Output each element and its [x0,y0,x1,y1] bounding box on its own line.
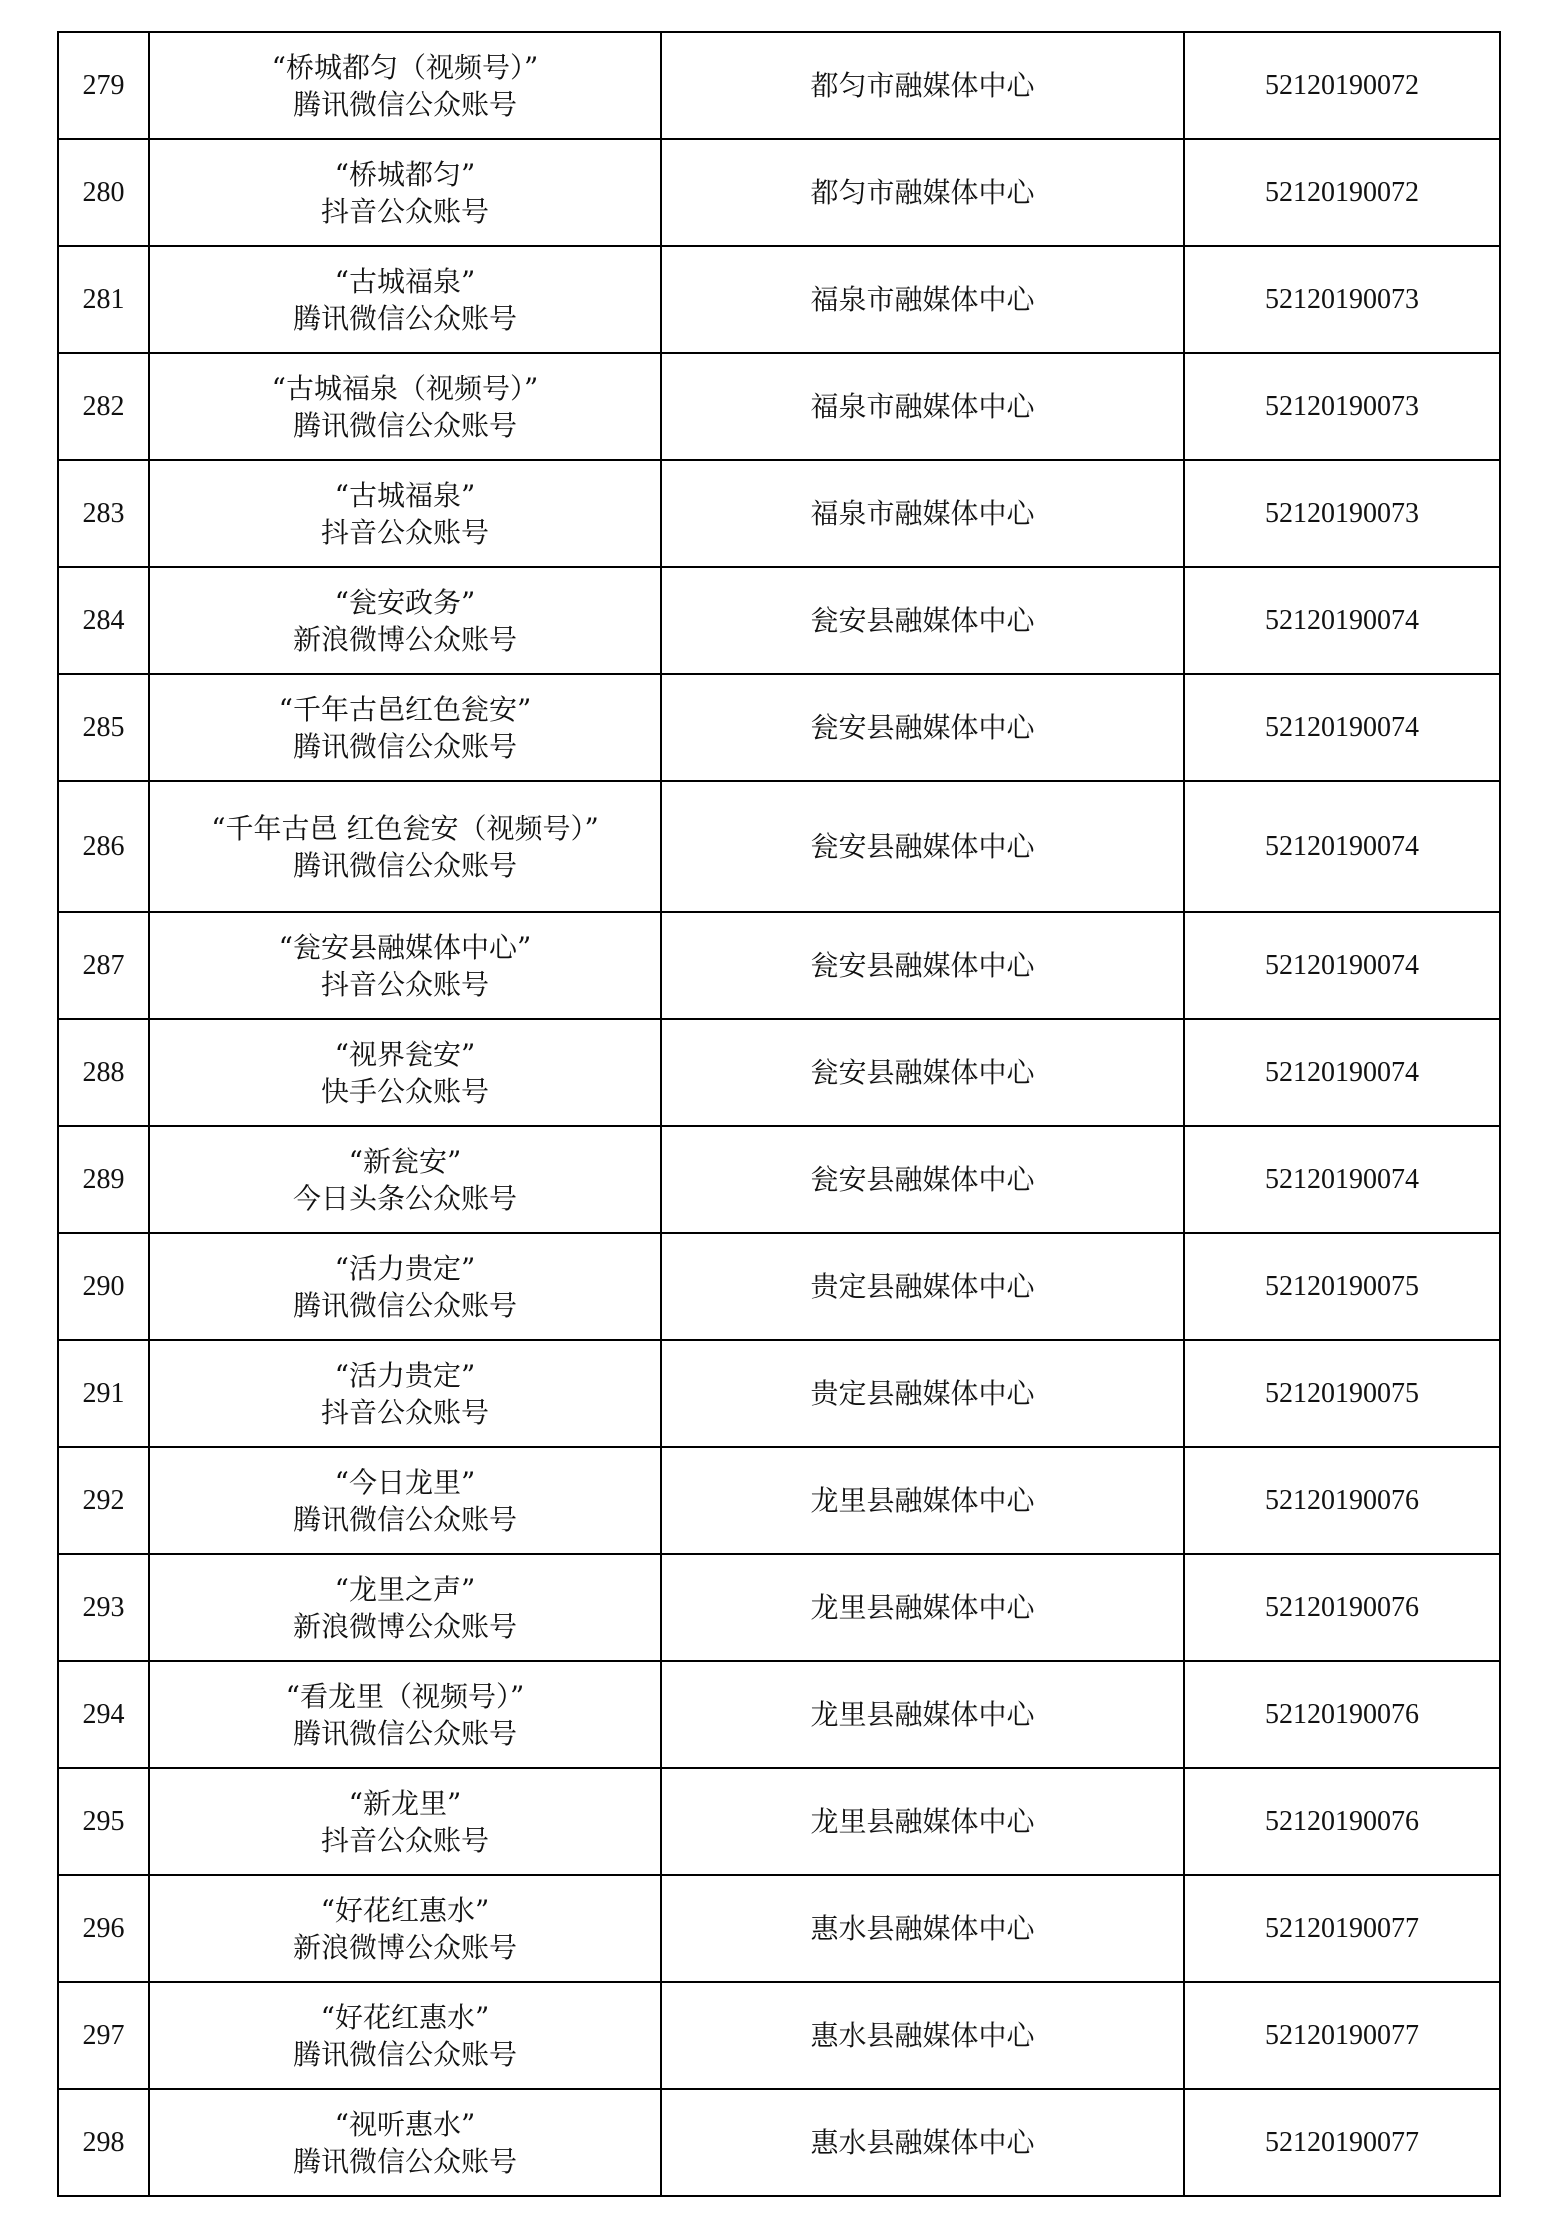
account-platform: 抖音公众账号 [320,1823,489,1857]
registration-code-cell [1184,1447,1500,1554]
account-name-cell [149,2089,661,2196]
account-name-cell [149,1019,661,1126]
row-number: 279 [82,70,125,101]
registration-code-cell [1184,32,1500,139]
registration-code: 52120190076 [1265,1806,1419,1837]
row-number: 286 [82,831,125,862]
organization-cell [661,1875,1184,1982]
organization-cell [661,139,1184,246]
organization-cell [661,1126,1184,1233]
organization-name: 瓮安县融媒体中心 [810,949,1035,982]
table-row [58,139,1500,246]
account-name-cell [149,353,661,460]
table-row [58,1875,1500,1982]
organization-cell [661,353,1184,460]
account-name-cell [149,912,661,1019]
registration-code: 52120190074 [1265,831,1419,862]
organization-name: 瓮安县融媒体中心 [810,1056,1035,1089]
account-name-cell [149,1340,661,1447]
table-row [58,1447,1500,1554]
registration-code: 52120190074 [1265,712,1419,743]
account-name-cell [149,1768,661,1875]
table-row [58,1661,1500,1768]
registration-code-cell [1184,1019,1500,1126]
row-number: 282 [82,391,125,422]
account-name: “ 活力贵定 ” [150,1357,660,1394]
account-name: “ 古城福泉（视频号） ” [150,370,660,407]
organization-cell [661,567,1184,674]
account-name: “ 桥城都匀 ” [150,156,660,193]
registration-code: 52120190074 [1265,1164,1419,1195]
account-platform: 腾讯微信公众账号 [292,1288,517,1322]
account-name-cell [149,1554,661,1661]
row-number-cell [58,1233,149,1340]
organization-name: 都匀市融媒体中心 [810,176,1035,209]
row-number-cell [58,1554,149,1661]
account-platform: 快手公众账号 [320,1074,489,1108]
organization-name: 福泉市融媒体中心 [810,497,1035,530]
table-row [58,353,1500,460]
row-number-cell [58,1126,149,1233]
organization-cell [661,1661,1184,1768]
account-name: “ 视界瓮安 ” [150,1036,660,1073]
account-name: “ 新瓮安 ” [150,1143,660,1180]
account-name: “ 千年古邑红色瓮安 ” [150,691,660,728]
table-row [58,246,1500,353]
row-number-cell [58,353,149,460]
row-number: 284 [82,605,125,636]
account-name-cell [149,460,661,567]
registration-code-cell [1184,1554,1500,1661]
organization-cell [661,1554,1184,1661]
account-platform: 腾讯微信公众账号 [292,1502,517,1536]
row-number: 280 [82,177,125,208]
registration-code: 52120190074 [1265,605,1419,636]
account-name-cell [149,674,661,781]
organization-name: 惠水县融媒体中心 [810,2019,1035,2052]
organization-cell [661,460,1184,567]
account-name-cell [149,1447,661,1554]
account-platform: 抖音公众账号 [320,1395,489,1429]
registration-code: 52120190074 [1265,1057,1419,1088]
account-name-cell [149,1875,661,1982]
registration-code-cell [1184,2089,1500,2196]
registration-code-cell [1184,912,1500,1019]
registration-code: 52120190075 [1265,1378,1419,1409]
table-row [58,781,1500,912]
organization-name: 瓮安县融媒体中心 [810,1163,1035,1196]
account-name-cell [149,32,661,139]
registration-code-cell [1184,1982,1500,2089]
account-name-cell [149,781,661,912]
table-row [58,460,1500,567]
table-row [58,1340,1500,1447]
registration-code-cell [1184,1340,1500,1447]
account-platform: 抖音公众账号 [320,967,489,1001]
account-platform: 新浪微博公众账号 [292,1930,517,1964]
row-number: 289 [82,1164,125,1195]
row-number: 294 [82,1699,125,1730]
table-row [58,1768,1500,1875]
registration-code: 52120190073 [1265,498,1419,529]
registration-code: 52120190077 [1265,2127,1419,2158]
row-number-cell [58,674,149,781]
account-name-cell [149,1126,661,1233]
row-number-cell [58,460,149,567]
row-number: 290 [82,1271,125,1302]
account-platform: 今日头条公众账号 [292,1181,517,1215]
organization-cell [661,1340,1184,1447]
account-name: “ 瓮安县融媒体中心 ” [150,929,660,966]
row-number-cell [58,1768,149,1875]
account-name-cell [149,567,661,674]
row-number-cell [58,1447,149,1554]
registration-code: 52120190076 [1265,1485,1419,1516]
table-row [58,1233,1500,1340]
row-number: 293 [82,1592,125,1623]
account-name: “ 看龙里（视频号） ” [150,1678,660,1715]
account-name-cell [149,246,661,353]
row-number: 296 [82,1913,125,1944]
registration-code-cell [1184,460,1500,567]
registration-code: 52120190072 [1265,70,1419,101]
account-name: “ 千年古邑 红色瓮安（视频号） ” [150,810,660,847]
row-number: 298 [82,2127,125,2158]
registration-code-cell [1184,781,1500,912]
registry-table [57,31,1501,2197]
organization-cell [661,674,1184,781]
table-row [58,1019,1500,1126]
account-name: “ 龙里之声 ” [150,1571,660,1608]
organization-cell [661,1019,1184,1126]
table-row [58,674,1500,781]
registration-code-cell [1184,139,1500,246]
table-row [58,1126,1500,1233]
account-name-cell [149,1982,661,2089]
account-platform: 腾讯微信公众账号 [292,848,517,882]
row-number: 287 [82,950,125,981]
account-name: “ 新龙里 ” [150,1785,660,1822]
organization-cell [661,1982,1184,2089]
row-number: 292 [82,1485,125,1516]
account-name-cell [149,1661,661,1768]
organization-cell [661,2089,1184,2196]
account-name-cell [149,1233,661,1340]
account-name: “ 好花红惠水 ” [150,1892,660,1929]
row-number: 281 [82,284,125,315]
row-number: 291 [82,1378,125,1409]
organization-name: 福泉市融媒体中心 [810,390,1035,423]
organization-name: 瓮安县融媒体中心 [810,830,1035,863]
row-number-cell [58,1019,149,1126]
registration-code-cell [1184,246,1500,353]
organization-name: 瓮安县融媒体中心 [810,711,1035,744]
account-name: “ 古城福泉 ” [150,263,660,300]
registration-code-cell [1184,1126,1500,1233]
organization-cell [661,912,1184,1019]
row-number: 295 [82,1806,125,1837]
table-row [58,2089,1500,2196]
account-platform: 腾讯微信公众账号 [292,301,517,335]
registration-code-cell [1184,1233,1500,1340]
account-name: “ 古城福泉 ” [150,477,660,514]
organization-name: 贵定县融媒体中心 [810,1270,1035,1303]
account-name: “ 好花红惠水 ” [150,1999,660,2036]
registration-code-cell [1184,1875,1500,1982]
organization-name: 贵定县融媒体中心 [810,1377,1035,1410]
registration-code-cell [1184,674,1500,781]
registration-code-cell [1184,567,1500,674]
organization-cell [661,1447,1184,1554]
organization-name: 惠水县融媒体中心 [810,2126,1035,2159]
row-number-cell [58,1875,149,1982]
table-row [58,567,1500,674]
registration-code: 52120190072 [1265,177,1419,208]
organization-cell [661,1233,1184,1340]
organization-name: 福泉市融媒体中心 [810,283,1035,316]
row-number-cell [58,2089,149,2196]
row-number-cell [58,567,149,674]
account-platform: 抖音公众账号 [320,194,489,228]
table-row [58,1554,1500,1661]
account-platform: 腾讯微信公众账号 [292,87,517,121]
account-platform: 腾讯微信公众账号 [292,2144,517,2178]
organization-cell [661,32,1184,139]
table-row [58,32,1500,139]
account-name: “ 桥城都匀（视频号） ” [150,49,660,86]
registration-code: 52120190076 [1265,1592,1419,1623]
organization-name: 都匀市融媒体中心 [810,69,1035,102]
account-name: “ 瓮安政务 ” [150,584,660,621]
organization-name: 龙里县融媒体中心 [810,1591,1035,1624]
row-number-cell [58,246,149,353]
row-number: 288 [82,1057,125,1088]
row-number: 285 [82,712,125,743]
account-platform: 新浪微博公众账号 [292,1609,517,1643]
account-name: “ 活力贵定 ” [150,1250,660,1287]
row-number: 297 [82,2020,125,2051]
account-platform: 新浪微博公众账号 [292,622,517,656]
account-name-cell [149,139,661,246]
account-platform: 腾讯微信公众账号 [292,2037,517,2071]
account-name: “ 视听惠水 ” [150,2106,660,2143]
row-number-cell [58,1661,149,1768]
organization-name: 龙里县融媒体中心 [810,1484,1035,1517]
organization-name: 龙里县融媒体中心 [810,1698,1035,1731]
registry-table-body [58,32,1500,2196]
registration-code: 52120190073 [1265,284,1419,315]
row-number-cell [58,32,149,139]
registration-code: 52120190075 [1265,1271,1419,1302]
account-platform: 抖音公众账号 [320,515,489,549]
account-name: “ 今日龙里 ” [150,1464,660,1501]
organization-cell [661,246,1184,353]
table-row [58,1982,1500,2089]
row-number-cell [58,781,149,912]
registration-code-cell [1184,1661,1500,1768]
organization-cell [661,781,1184,912]
registration-code: 52120190074 [1265,950,1419,981]
document-page [57,31,1499,2197]
registration-code: 52120190073 [1265,391,1419,422]
organization-name: 龙里县融媒体中心 [810,1805,1035,1838]
registration-code: 52120190076 [1265,1699,1419,1730]
organization-name: 惠水县融媒体中心 [810,1912,1035,1945]
account-platform: 腾讯微信公众账号 [292,1716,517,1750]
account-platform: 腾讯微信公众账号 [292,729,517,763]
registration-code-cell [1184,1768,1500,1875]
organization-name: 瓮安县融媒体中心 [810,604,1035,637]
row-number-cell [58,139,149,246]
row-number-cell [58,1982,149,2089]
registration-code-cell [1184,353,1500,460]
table-row [58,912,1500,1019]
row-number-cell [58,912,149,1019]
registration-code: 52120190077 [1265,1913,1419,1944]
account-platform: 腾讯微信公众账号 [292,408,517,442]
row-number: 283 [82,498,125,529]
row-number-cell [58,1340,149,1447]
registration-code: 52120190077 [1265,2020,1419,2051]
organization-cell [661,1768,1184,1875]
